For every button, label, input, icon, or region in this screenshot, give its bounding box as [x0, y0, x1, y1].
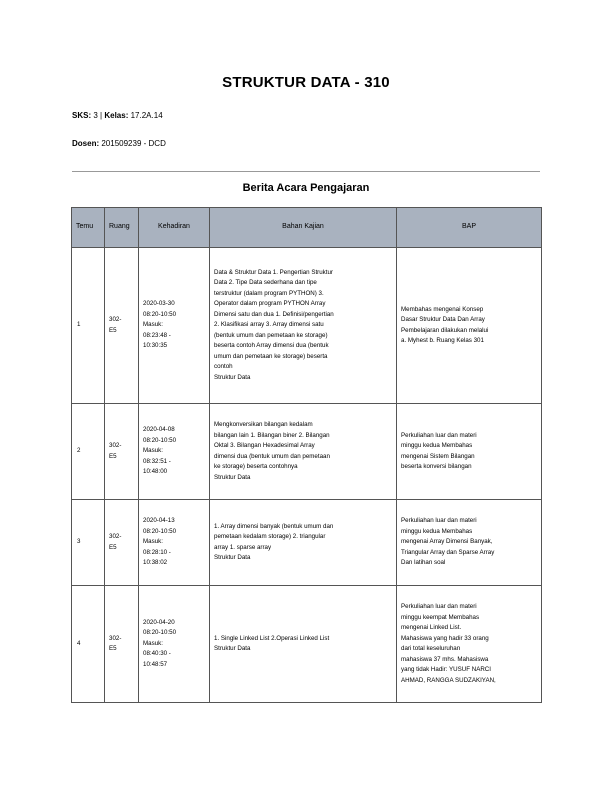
cell-bahan-kajian-line: Operator dalam program PYTHON Array [214, 300, 326, 308]
cell-kehadiran-line: 2020-04-08 [143, 426, 175, 434]
cell-kehadiran-line: Masuk: [143, 321, 163, 329]
cell-bahan-kajian-line: 1. Array dimensi banyak (bentuk umum dan [214, 522, 334, 530]
cell-bahan-kajian-line: Oktal 3. Bilangan Hexadesimal Array [214, 442, 315, 449]
cell-kehadiran-line: 10:38:02 [143, 559, 168, 567]
bap-table [71, 207, 542, 703]
header-kehadiran: Kehadiran [139, 208, 210, 248]
cell-bahan-kajian-line: 1. Single Linked List 2.Operasi Linked List [214, 634, 330, 642]
cell-bap-line: mengenai Array Dimensi Banyak, [401, 538, 493, 546]
cell-ruang-line: 302- [109, 533, 122, 540]
cell-bap-line: a. Myhest b. Ruang Kelas 301 [401, 337, 484, 344]
cell-bahan-kajian-line: contoh [214, 363, 233, 371]
cell-bap [397, 404, 542, 500]
cell-bap [397, 500, 542, 586]
cell-bap-line: mengenai Sistem Bilangan [401, 452, 475, 460]
dosen-label: Dosen: [72, 139, 100, 148]
separator: | [100, 111, 103, 120]
cell-ruang [105, 248, 139, 404]
cell-kehadiran-line: 2020-04-13 [143, 517, 175, 525]
cell-bahan-kajian-line: (bentuk umum dan pemetaan ke storage) [214, 331, 328, 339]
cell-kehadiran-line: 10:48:57 [143, 660, 168, 668]
cell-bahan-kajian-line: Struktur Data [214, 373, 251, 381]
table-row [72, 500, 542, 586]
cell-bahan-kajian [210, 500, 397, 586]
cell-bahan-kajian-line: dimensi dua (bentuk umum dan pemetaan [214, 452, 330, 460]
cell-bahan-kajian-line: Mengkonversikan bilangan kedalam [214, 421, 313, 428]
cell-kehadiran-line: 2020-04-20 [143, 618, 175, 626]
cell-bap-line: Membahas mengenai Konsep [401, 305, 484, 313]
cell-ruang-line: E5 [109, 543, 117, 551]
cell-bap-line: Dan latihan soal [401, 559, 446, 567]
header-bap: BAP [397, 208, 542, 248]
cell-bap-line: Pembelajaran dilakukan melalui [401, 326, 489, 334]
cell-bahan-kajian-line: Struktur Data [214, 473, 251, 481]
cell-ruang-line: E5 [109, 452, 117, 460]
cell-temu: 3 [72, 500, 105, 586]
cell-ruang-line: E5 [109, 326, 117, 334]
divider [72, 171, 540, 172]
cell-kehadiran-line: 08:20-10:50 [143, 310, 177, 318]
cell-bap-line: Triangular Array dan Sparse Array [401, 548, 495, 556]
cell-bahan-kajian-line: umum dan pemetaan ke storage) beserta [214, 352, 328, 360]
cell-bahan-kajian-line: Data & Struktur Data 1. Pengertian Struktur [214, 268, 333, 276]
table-row [72, 404, 542, 500]
cell-bahan-kajian-line: Struktur Data [214, 554, 251, 561]
cell-temu: 1 [72, 248, 105, 404]
cell-ruang-line: E5 [109, 645, 117, 652]
cell-bap-line: minggu kedua Membahas [401, 527, 473, 535]
cell-bap-line: minggu kedua Membahas [401, 442, 473, 449]
cell-kehadiran-line: 08:20-10:50 [143, 629, 177, 637]
cell-bahan-kajian-line: Dimensi satu dan dua 1. Definisi/pengertian [214, 310, 334, 318]
table-header-row [72, 208, 542, 248]
cell-bap-line: Dasar Struktur Data Dan Array [401, 316, 485, 323]
cell-kehadiran-line: 08:20-10:50 [143, 436, 177, 444]
cell-bap-line: minggu keempat Membahas [401, 613, 480, 621]
cell-kehadiran-line: Masuk: [143, 538, 163, 546]
dosen-value: 201509239 - DCD [101, 139, 166, 148]
kelas-value: 17.2A.14 [130, 111, 163, 120]
cell-kehadiran [139, 500, 210, 586]
sks-value: 3 [93, 111, 98, 120]
cell-bap-line: beserta konversi bilangan [401, 463, 472, 470]
cell-temu: 4 [72, 586, 105, 703]
header-bahan-kajian: Bahan Kajian [210, 208, 397, 248]
cell-kehadiran [139, 248, 210, 404]
cell-bap-line: dari total keseluruhan [401, 645, 461, 652]
cell-kehadiran [139, 586, 210, 703]
cell-bap-line: AHMAD, RANGGA SUDZAKIYAN, [401, 676, 496, 684]
kelas-label: Kelas: [104, 111, 129, 120]
cell-bap-line: Mahasiswa yang hadir 33 orang [401, 634, 489, 642]
table-row [72, 586, 542, 703]
cell-bahan-kajian-line: bilangan lain 1. Bilangan biner 2. Bilangan [214, 431, 330, 439]
cell-bahan-kajian-line: beserta contoh Array dimensi dua (bentuk [214, 342, 329, 350]
cell-kehadiran-line: 2020-03-30 [143, 300, 175, 308]
cell-kehadiran-line: Masuk: [143, 447, 163, 455]
cell-kehadiran-line: 10:48:00 [143, 468, 168, 476]
cell-bap-line: Perkuliahan luar dan materi [401, 431, 477, 439]
cell-kehadiran-line: 08:20-10:50 [143, 527, 177, 535]
cell-bahan-kajian [210, 404, 397, 500]
cell-bahan-kajian-line: ke storage) beserta contohnya [214, 463, 298, 470]
cell-bap-line: yang tidak Hadir: YUSUF NARCI [401, 666, 491, 673]
cell-bahan-kajian-line: pemetaan kedalam storage) 2. triangular [214, 533, 326, 540]
cell-bap-line: Perkuliahan luar dan materi [401, 603, 477, 610]
cell-kehadiran-line: 08:40:30 - [143, 650, 171, 658]
cell-ruang-line: 302- [109, 442, 122, 449]
page-title: STRUKTUR DATA - 310 [222, 74, 390, 91]
sks-label: SKS: [72, 111, 92, 120]
cell-ruang [105, 586, 139, 703]
cell-ruang-line: 302- [109, 634, 122, 642]
cell-bahan-kajian [210, 586, 397, 703]
cell-bahan-kajian-line: array 1. sparse array [214, 543, 272, 551]
cell-ruang [105, 404, 139, 500]
cell-bahan-kajian [210, 248, 397, 404]
cell-kehadiran-line: 10:30:35 [143, 342, 168, 350]
cell-bap-line: mahasiswa 37 mhs. Mahasiswa [401, 655, 489, 663]
cell-kehadiran-line: 08:32:51 - [143, 457, 171, 465]
cell-bahan-kajian-line: Struktur Data [214, 645, 251, 652]
cell-bap [397, 586, 542, 703]
cell-kehadiran-line: 08:23:48 - [143, 331, 171, 339]
cell-bap-line: Perkuliahan luar dan materi [401, 517, 477, 525]
cell-bap-line: mengenai Linked List. [401, 624, 462, 631]
cell-kehadiran-line: 08:28:10 - [143, 548, 171, 556]
cell-bahan-kajian-line: terstruktur (dalam program PYTHON) 3. [214, 289, 324, 297]
section-title: Berita Acara Pengajaran [242, 182, 370, 194]
cell-bahan-kajian-line: Data 2. Tipe Data sederhana dan tipe [214, 279, 317, 287]
lecturer-info [72, 139, 166, 148]
cell-bahan-kajian-line: 2. Klasifikasi array 3. Array dimensi satu [214, 321, 324, 329]
cell-kehadiran-line: Masuk: [143, 639, 163, 647]
cell-ruang [105, 500, 139, 586]
header-ruang: Ruang [105, 208, 139, 248]
course-info [72, 111, 163, 120]
cell-ruang-line: 302- [109, 316, 122, 323]
cell-bap [397, 248, 542, 404]
cell-kehadiran [139, 404, 210, 500]
header-temu: Temu [72, 208, 105, 248]
table-row [72, 248, 542, 404]
cell-temu: 2 [72, 404, 105, 500]
